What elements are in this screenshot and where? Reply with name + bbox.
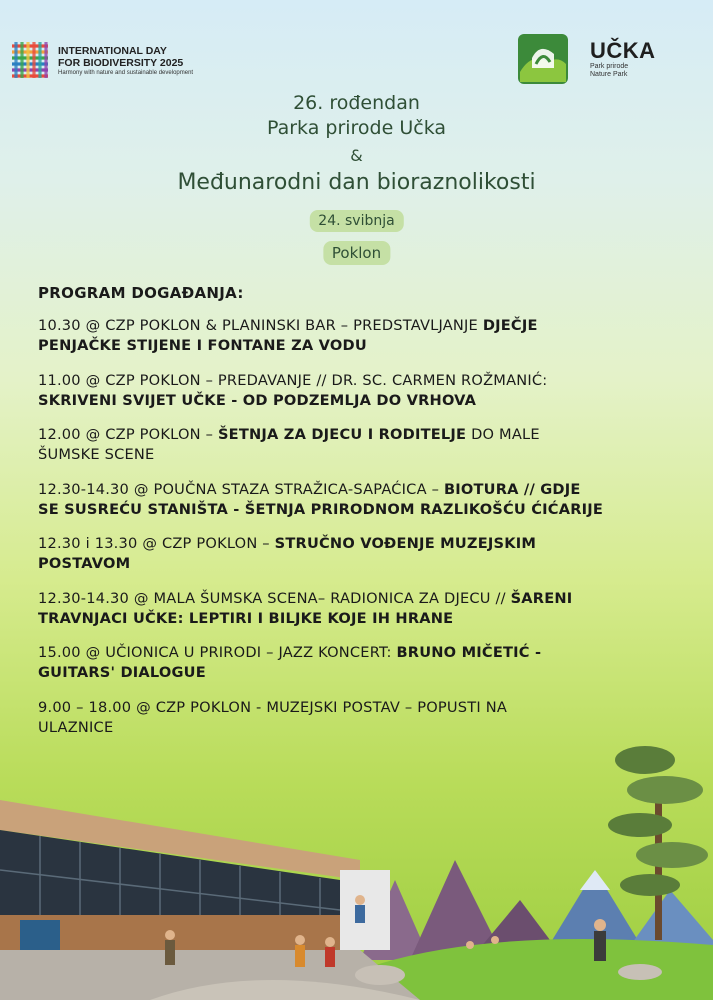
location-badge: Poklon (323, 241, 390, 265)
program-event: 11.00 @ CZP POKLON – PREDAVANJE // DR. SC. CARMEN ROŽMANIĆ: SKRIVENI SVIJET UČKE - OD PODZEMLJA DO VRHOVA (38, 371, 548, 409)
program-event: 12.30-14.30 @ POUČNA STAZA STRAŽICA-SAPAĆICA – BIOTURA // GDJE SE SUSREĆU STANIŠTA - ŠETNJA PRIRODNOM RAZLIKOŠĆU ĆIĆARIJE (38, 480, 604, 518)
park-ucka-logo (518, 34, 656, 84)
title-ampersand: & (350, 146, 363, 165)
title-biodiversity-day: Međunarodni dan bioraznolikosti (177, 170, 536, 195)
biodiversity-weave-icon (8, 38, 52, 82)
program-event: 15.00 @ UČIONICA U PRIRODI – JAZZ KONCERT: BRUNO MIČETIĆ - GUITARS' DIALOGUE (38, 644, 542, 681)
title-park: Parka prirode Učka (266, 117, 447, 139)
program-event: 12.30-14.30 @ MALA ŠUMSKA SCENA– RADIONICA ZA DJECU // ŠARENI TRAVNJACI UČKE: LEPTIRI I BILJKE KOJE IH HRANE (38, 589, 573, 627)
program-event: 9.00 – 18.00 @ CZP POKLON - MUZEJSKI POSTAV – POPUSTI NA ULAZNICE (38, 698, 508, 736)
program-event: 12.30 i 13.30 @ CZP POKLON – STRUČNO VOĐENJE MUZEJSKIM POSTAVOM (38, 535, 537, 572)
title-birthday: 26. rođendan (293, 92, 420, 114)
tree-icon (608, 746, 708, 940)
bio-logo-line1: INTERNATIONAL DAY (58, 44, 167, 57)
program-event: 12.00 @ CZP POKLON – ŠETNJA ZA DJECU I RODITELJE DO MALE ŠUMSKE SCENE (38, 426, 540, 463)
program-event: 10.30 @ CZP POKLON & PLANINSKI BAR – PREDSTAVLJANJE DJEČJE PENJAČKE STIJENE I FONTANE ZA VODU (38, 317, 538, 354)
bio-logo-tagline: Harmony with nature and sustainable development (58, 69, 194, 76)
landscape-illustration (0, 720, 713, 1000)
bio-logo-line2: FOR BIODIVERSITY 2025 (58, 56, 184, 69)
park-name: UČKA (590, 38, 656, 63)
date-badge: 24. svibnja (309, 210, 403, 232)
visitor-center-building-icon (0, 800, 390, 950)
program-list (38, 284, 688, 752)
park-sub1: Park prirode (590, 63, 629, 70)
mountain-badge-icon (518, 34, 568, 84)
biodiversity-day-logo (8, 38, 193, 82)
park-sub2: Nature Park (590, 71, 628, 78)
program-heading: PROGRAM DOGAĐANJA: (38, 284, 244, 302)
